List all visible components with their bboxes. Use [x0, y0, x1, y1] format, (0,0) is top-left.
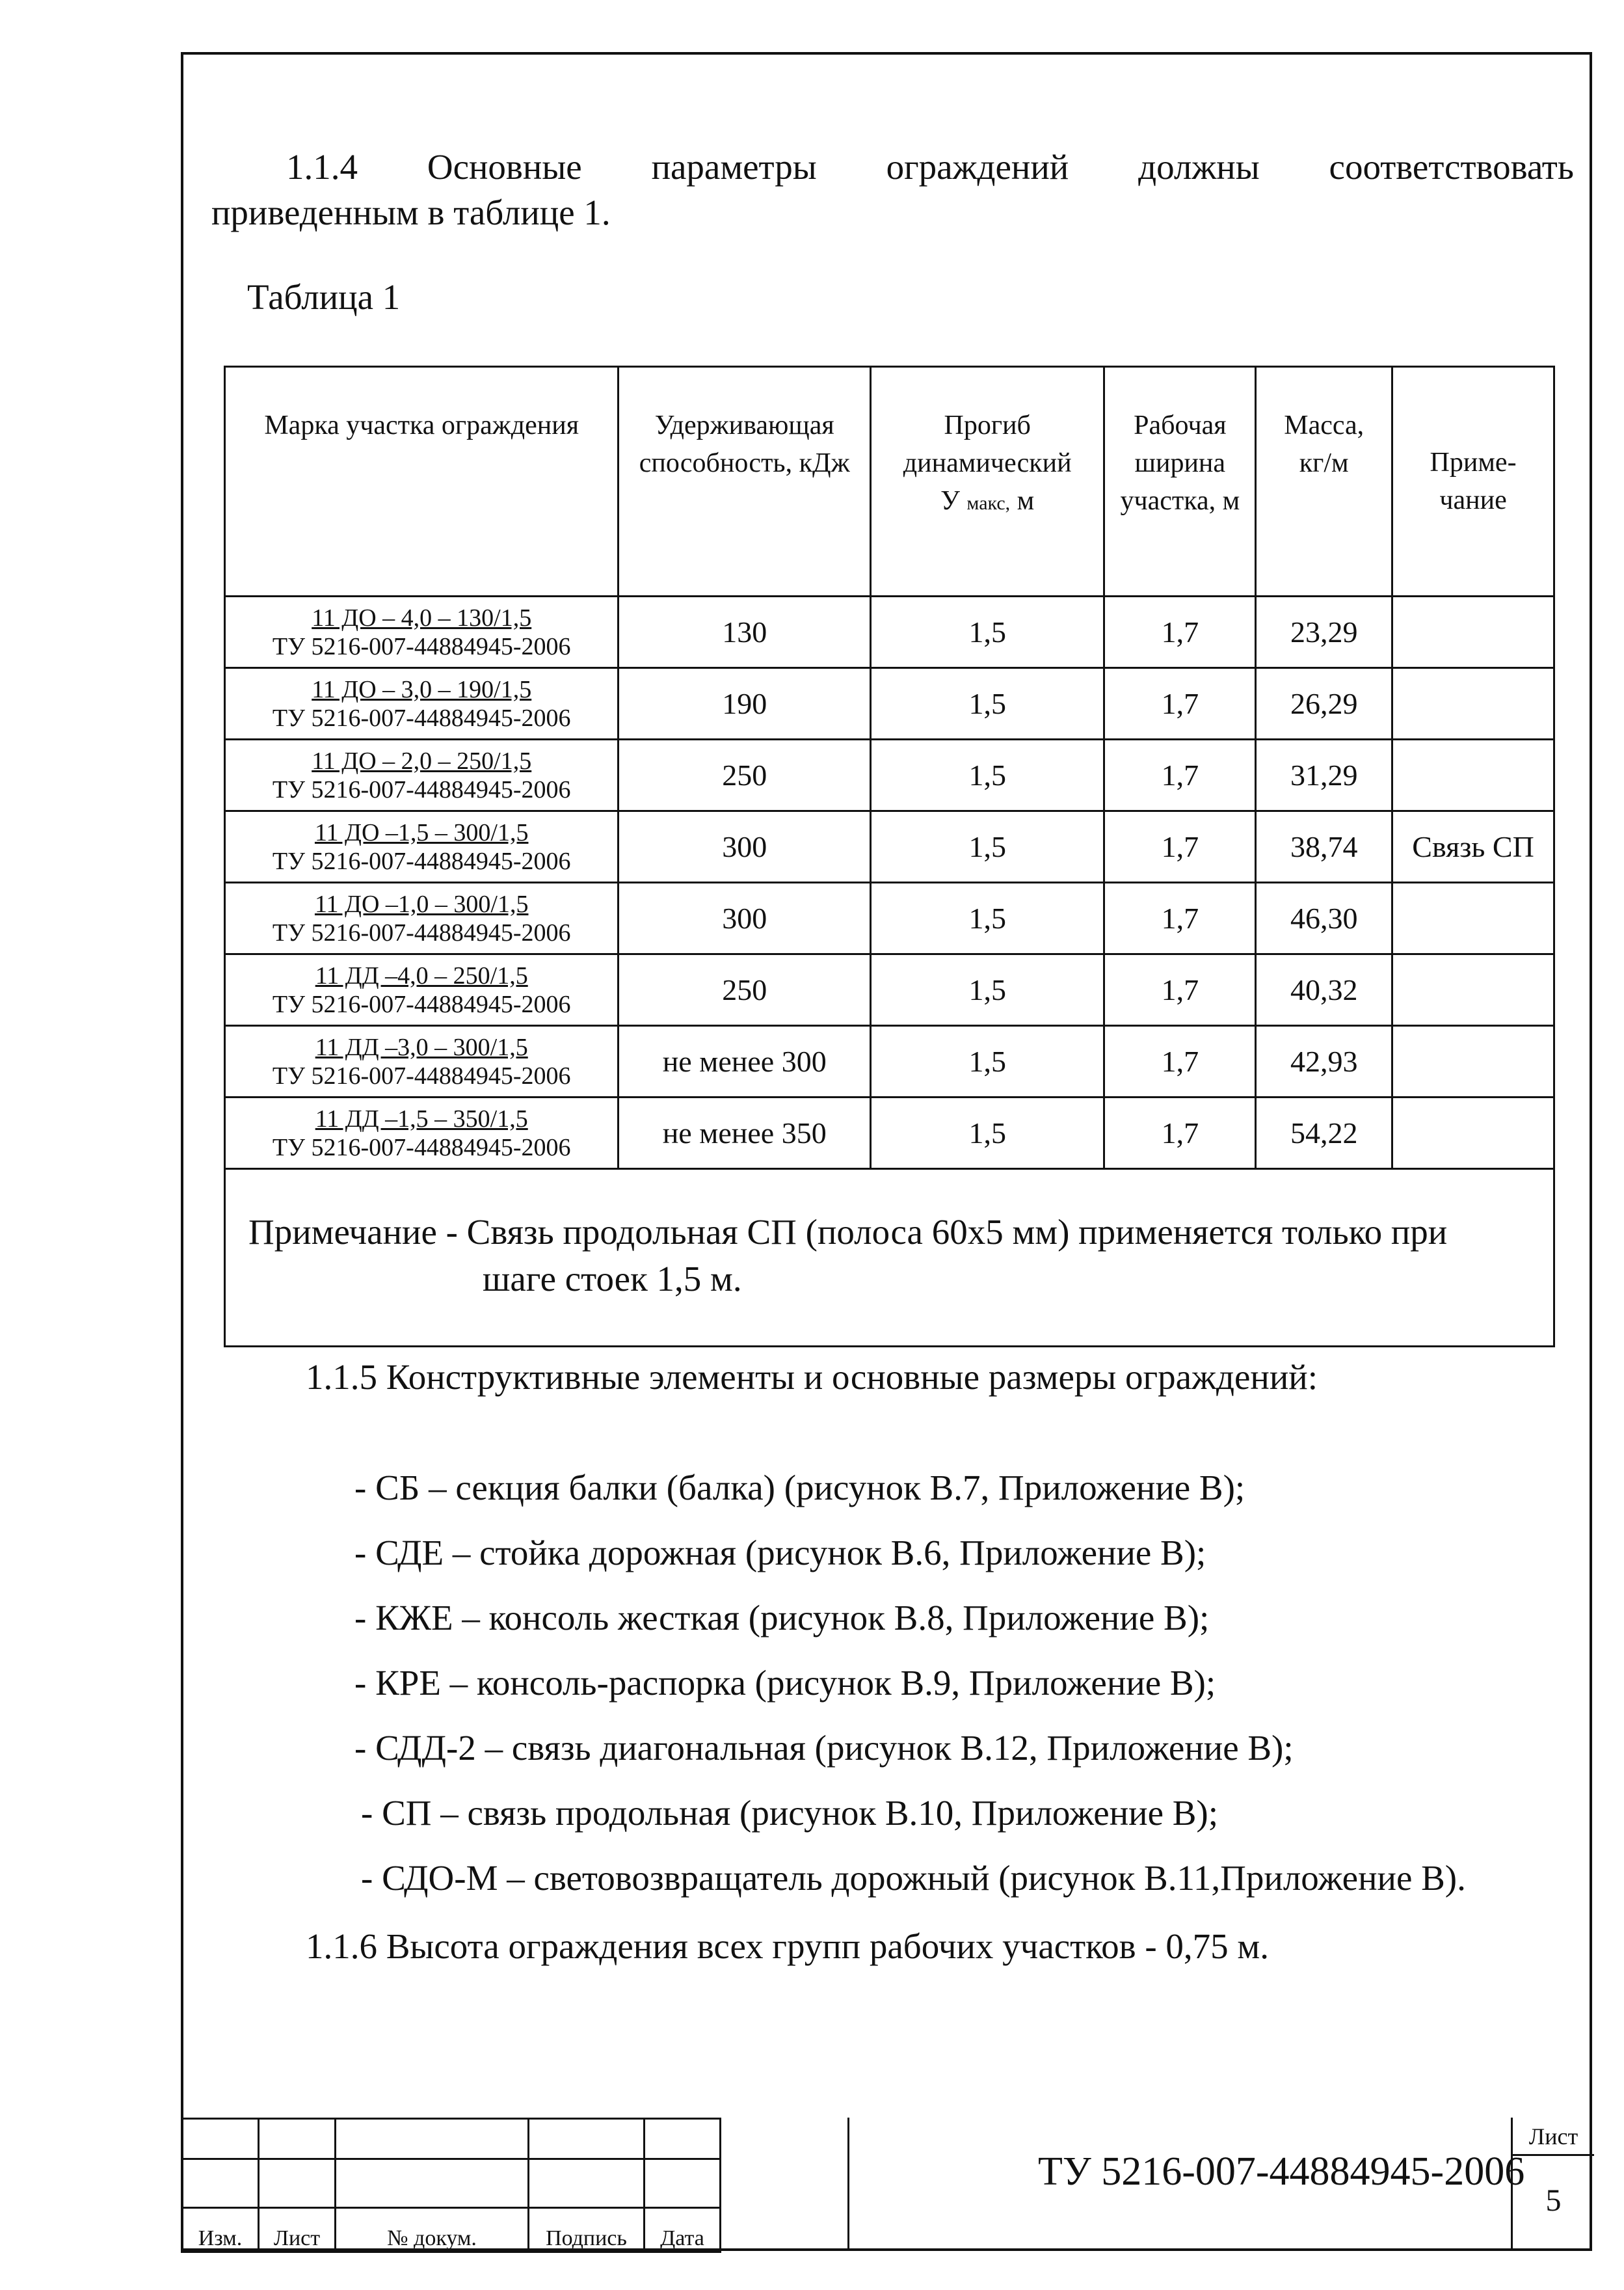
mark-code: 11 ДО –1,0 – 300/1,5 [314, 890, 529, 918]
mark-spec: ТУ 5216-007-44884945-2006 [272, 990, 571, 1018]
revision-cell [336, 2119, 529, 2159]
header-width: Рабочая ширина участка, м [1104, 367, 1256, 597]
header-deflection-symbol: У [940, 486, 960, 516]
stamp-col-sign: Подпись [529, 2208, 645, 2252]
revision-cell [645, 2159, 721, 2208]
section-115-title: 1.1.5 Конструктивные элементы и основные размеры ограждений: [306, 1357, 1318, 1397]
cell-deflection: 1,5 [870, 954, 1104, 1026]
table-row [225, 883, 1554, 954]
table-row [225, 597, 1554, 668]
list-item: - КЖЕ – консоль жесткая (рисунок В.8, Приложение В); [354, 1598, 1210, 1637]
mark-code: 11 ДО –1,5 – 300/1,5 [314, 818, 529, 846]
section-116: 1.1.6 Высота ограждения всех групп рабочих участков - 0,75 м. [306, 1926, 1269, 1966]
cell-deflection: 1,5 [870, 1026, 1104, 1098]
table-caption: Таблица 1 [247, 277, 401, 317]
cell-note [1392, 1026, 1554, 1098]
cell-note [1392, 1098, 1554, 1169]
cell-width: 1,7 [1104, 740, 1256, 811]
cell-mass: 23,29 [1256, 597, 1392, 668]
revision-cell [259, 2119, 336, 2159]
cell-capacity: 130 [619, 597, 871, 668]
cell-mark [225, 597, 619, 668]
cell-deflection: 1,5 [870, 668, 1104, 740]
cell-width: 1,7 [1104, 1098, 1256, 1169]
mark-spec: ТУ 5216-007-44884945-2006 [272, 919, 571, 947]
paragraph-114-word: соответствовать [1329, 147, 1574, 187]
table-row [225, 1098, 1554, 1169]
paragraph-114-word: 1.1.4 [286, 147, 358, 187]
table-footnote-row [225, 1169, 1554, 1347]
cell-note [1392, 883, 1554, 954]
cell-capacity: 300 [619, 883, 871, 954]
paragraph-114-line2: приведенным в таблице 1. [211, 193, 611, 232]
cell-width: 1,7 [1104, 811, 1256, 883]
table-header-row [225, 367, 1554, 597]
cell-width: 1,7 [1104, 668, 1256, 740]
sheet-label: Лист [1513, 2123, 1594, 2156]
revision-cell [182, 2159, 259, 2208]
revision-cell [336, 2159, 529, 2208]
mark-spec: ТУ 5216-007-44884945-2006 [272, 847, 571, 875]
cell-deflection: 1,5 [870, 597, 1104, 668]
cell-capacity: не менее 350 [619, 1098, 871, 1169]
cell-width: 1,7 [1104, 597, 1256, 668]
revision-cell [259, 2159, 336, 2208]
revision-cell [645, 2119, 721, 2159]
list-item: - СДД-2 – связь диагональная (рисунок В.12, Приложение В); [354, 1728, 1294, 1768]
mark-code: 11 ДД –4,0 – 250/1,5 [315, 962, 528, 990]
revision-cell [182, 2119, 259, 2159]
cell-mark [225, 954, 619, 1026]
cell-mark [225, 883, 619, 954]
revision-cell [529, 2119, 645, 2159]
cell-note: Связь СП [1392, 811, 1554, 883]
header-deflection-unit: м [1017, 486, 1035, 516]
paragraph-114-line1 [286, 146, 1574, 187]
cell-width: 1,7 [1104, 883, 1256, 954]
sheet-box [1511, 2118, 1594, 2251]
cell-mass: 31,29 [1256, 740, 1392, 811]
cell-capacity: 190 [619, 668, 871, 740]
mark-spec: ТУ 5216-007-44884945-2006 [272, 704, 571, 732]
cell-mass: 40,32 [1256, 954, 1392, 1026]
document-code-box [847, 2118, 1624, 2251]
cell-note [1392, 668, 1554, 740]
cell-deflection: 1,5 [870, 811, 1104, 883]
stamp-col-doc: № докум. [336, 2208, 529, 2252]
header-note: Приме-чание [1392, 367, 1554, 597]
cell-capacity: 300 [619, 811, 871, 883]
parameters-table [224, 366, 1555, 1347]
stamp-col-date: Дата [645, 2208, 721, 2252]
cell-width: 1,7 [1104, 954, 1256, 1026]
header-deflection-title: Прогиб динамический [903, 411, 1072, 478]
mark-code: 11 ДО – 3,0 – 190/1,5 [312, 675, 532, 703]
cell-deflection: 1,5 [870, 1098, 1104, 1169]
table-row [225, 740, 1554, 811]
stamp-col-list: Лист [259, 2208, 336, 2252]
paragraph-114-word: должны [1138, 147, 1260, 187]
table-row [225, 954, 1554, 1026]
revision-cell [529, 2159, 645, 2208]
list-item: - СП – связь продольная (рисунок В.10, Приложение В); [361, 1793, 1219, 1833]
stamp-col-izm: Изм. [182, 2208, 259, 2252]
mark-spec: ТУ 5216-007-44884945-2006 [272, 775, 571, 803]
paragraph-114-word: параметры [651, 147, 817, 187]
cell-mark [225, 1026, 619, 1098]
mark-code: 11 ДО – 4,0 – 130/1,5 [312, 604, 532, 632]
header-capacity: Удерживающая способность, кДж [619, 367, 871, 597]
footnote-line1: Примечание - Связь продольная СП (полоса 60х5 мм) применяется только при [248, 1212, 1448, 1252]
paragraph-114-word: ограждений [886, 147, 1069, 187]
table-row [225, 1026, 1554, 1098]
header-mark: Марка участка ограждения [225, 367, 619, 597]
cell-mass: 54,22 [1256, 1098, 1392, 1169]
mark-spec: ТУ 5216-007-44884945-2006 [272, 1062, 571, 1090]
title-block [181, 2118, 1592, 2251]
cell-mass: 26,29 [1256, 668, 1392, 740]
cell-mark [225, 811, 619, 883]
document-code: ТУ 5216-007-44884945-2006 [1038, 2149, 1525, 2194]
cell-mass: 46,30 [1256, 883, 1392, 954]
cell-capacity: 250 [619, 740, 871, 811]
cell-mass: 42,93 [1256, 1026, 1392, 1098]
table-row [225, 668, 1554, 740]
cell-deflection: 1,5 [870, 883, 1104, 954]
header-deflection [870, 367, 1104, 597]
cell-mark [225, 668, 619, 740]
cell-capacity: не менее 300 [619, 1026, 871, 1098]
table-row [225, 811, 1554, 883]
paragraph-114-word: Основные [427, 147, 582, 187]
revision-table [181, 2118, 721, 2253]
table-footnote [225, 1169, 1554, 1347]
mark-code: 11 ДД –3,0 – 300/1,5 [315, 1033, 528, 1061]
cell-deflection: 1,5 [870, 740, 1104, 811]
mark-code: 11 ДД –1,5 – 350/1,5 [315, 1105, 528, 1133]
list-item: - КРЕ – консоль-распорка (рисунок В.9, Приложение В); [354, 1663, 1216, 1703]
cell-mass: 38,74 [1256, 811, 1392, 883]
cell-note [1392, 954, 1554, 1026]
cell-width: 1,7 [1104, 1026, 1256, 1098]
cell-mark [225, 1098, 619, 1169]
cell-mark [225, 740, 619, 811]
mark-code: 11 ДО – 2,0 – 250/1,5 [312, 747, 532, 775]
list-item: - СДЕ – стойка дорожная (рисунок В.6, Приложение В); [354, 1533, 1206, 1572]
mark-spec: ТУ 5216-007-44884945-2006 [272, 632, 571, 660]
sheet-number: 5 [1545, 2183, 1562, 2218]
list-item: - СБ – секция балки (балка) (рисунок В.7, Приложение В); [354, 1468, 1245, 1507]
header-deflection-sub: макс, [966, 492, 1011, 514]
mark-spec: ТУ 5216-007-44884945-2006 [272, 1133, 571, 1161]
footnote-line2: шаге стоек 1,5 м. [483, 1259, 742, 1299]
list-item: - СДО-М – световозвращатель дорожный (рисунок В.11,Приложение В). [361, 1858, 1466, 1898]
cell-note [1392, 597, 1554, 668]
cell-capacity: 250 [619, 954, 871, 1026]
header-mass: Масса, кг/м [1256, 367, 1392, 597]
cell-note [1392, 740, 1554, 811]
